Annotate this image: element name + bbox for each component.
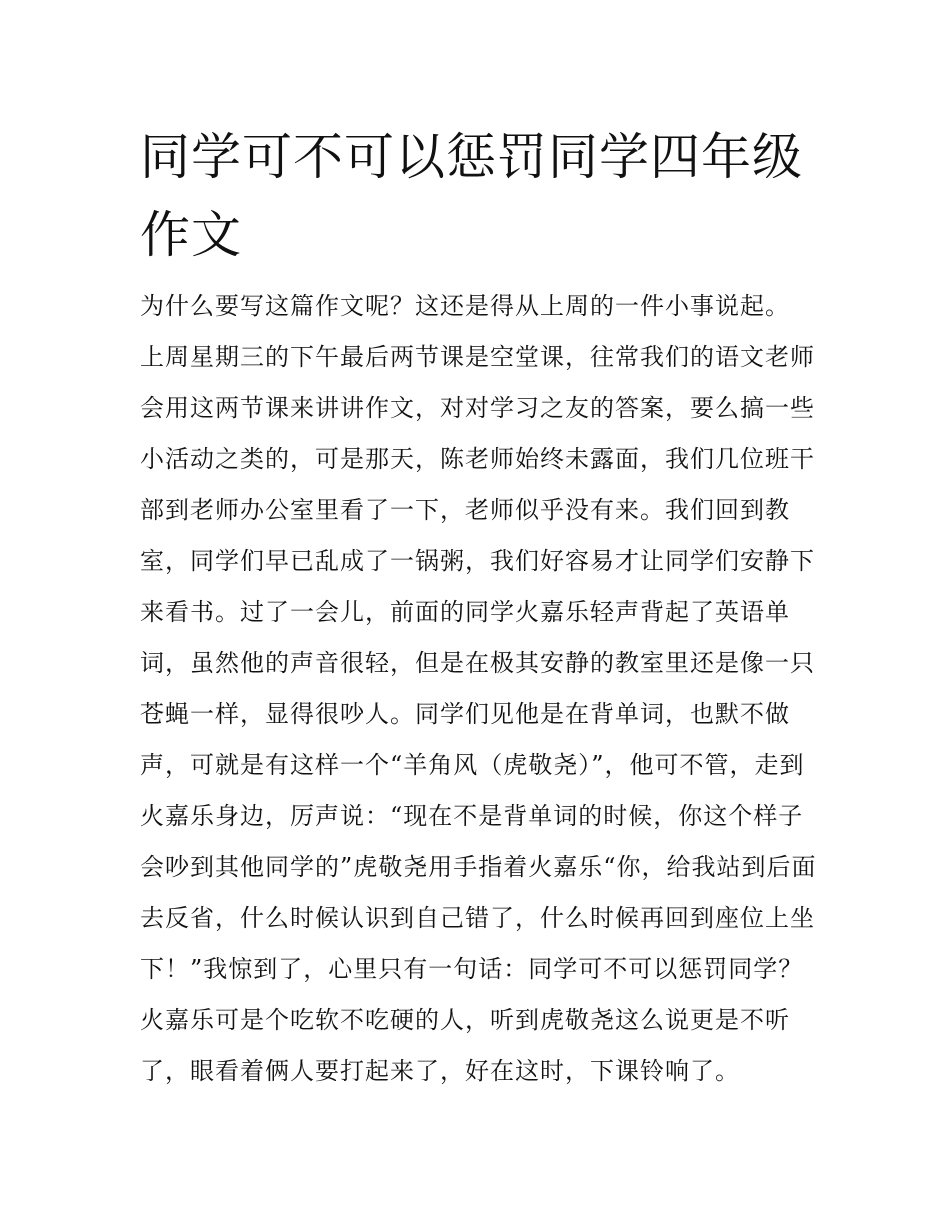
paragraph-line: 火嘉乐可是个吃软不吃硬的人，听到虎敬尧这么说更是不听	[140, 1006, 790, 1034]
title-line-2: 作文	[140, 206, 242, 264]
paragraph-line: 苍蝇一样，显得很吵人。同学们见他是在背单词，也默不做	[140, 700, 790, 728]
paragraph-line: 了，眼看着俩人要打起来了，好在这时，下课铃响了。	[140, 1057, 740, 1085]
paragraph-line: 部到老师办公室里看了一下，老师似乎没有来。我们回到教	[140, 496, 790, 524]
paragraph-line: 会吵到其他同学的”虎敬尧用手指着火嘉乐“你，给我站到后面	[140, 853, 817, 881]
paragraph-line: 会用这两节课来讲讲作文，对对学习之友的答案，要么搞一些	[140, 394, 815, 422]
paragraph-line: 词，虽然他的声音很轻，但是在极其安静的教室里还是像一只	[140, 649, 815, 677]
paragraph-line: 来看书。过了一会儿，前面的同学火嘉乐轻声背起了英语单	[140, 598, 790, 626]
essay-body	[140, 281, 820, 1097]
paragraph-line: 室，同学们早已乱成了一锅粥，我们好容易才让同学们安静下	[140, 547, 815, 575]
document-title	[140, 118, 820, 274]
paragraph-line: 上周星期三的下午最后两节课是空堂课，往常我们的语文老师	[140, 343, 815, 371]
paragraph-line: 为什么要写这篇作文呢？这还是得从上周的一件小事说起。	[140, 292, 790, 320]
title-line-1: 同学可不可以惩罚同学四年级	[140, 128, 803, 186]
paragraph-line: 火嘉乐身边，厉声说：“现在不是背单词的时候，你这个样子	[140, 802, 804, 830]
paragraph-line: 下！”我惊到了，心里只有一句话：同学可不可以惩罚同学？	[140, 955, 804, 983]
paragraph-line: 去反省，什么时候认识到自己错了，什么时候再回到座位上坐	[140, 904, 815, 932]
paragraph-line: 小活动之类的，可是那天，陈老师始终未露面，我们几位班干	[140, 445, 815, 473]
paragraph-line: 声，可就是有这样一个“羊角风（虎敬尧）”，他可不管，走到	[140, 751, 805, 779]
